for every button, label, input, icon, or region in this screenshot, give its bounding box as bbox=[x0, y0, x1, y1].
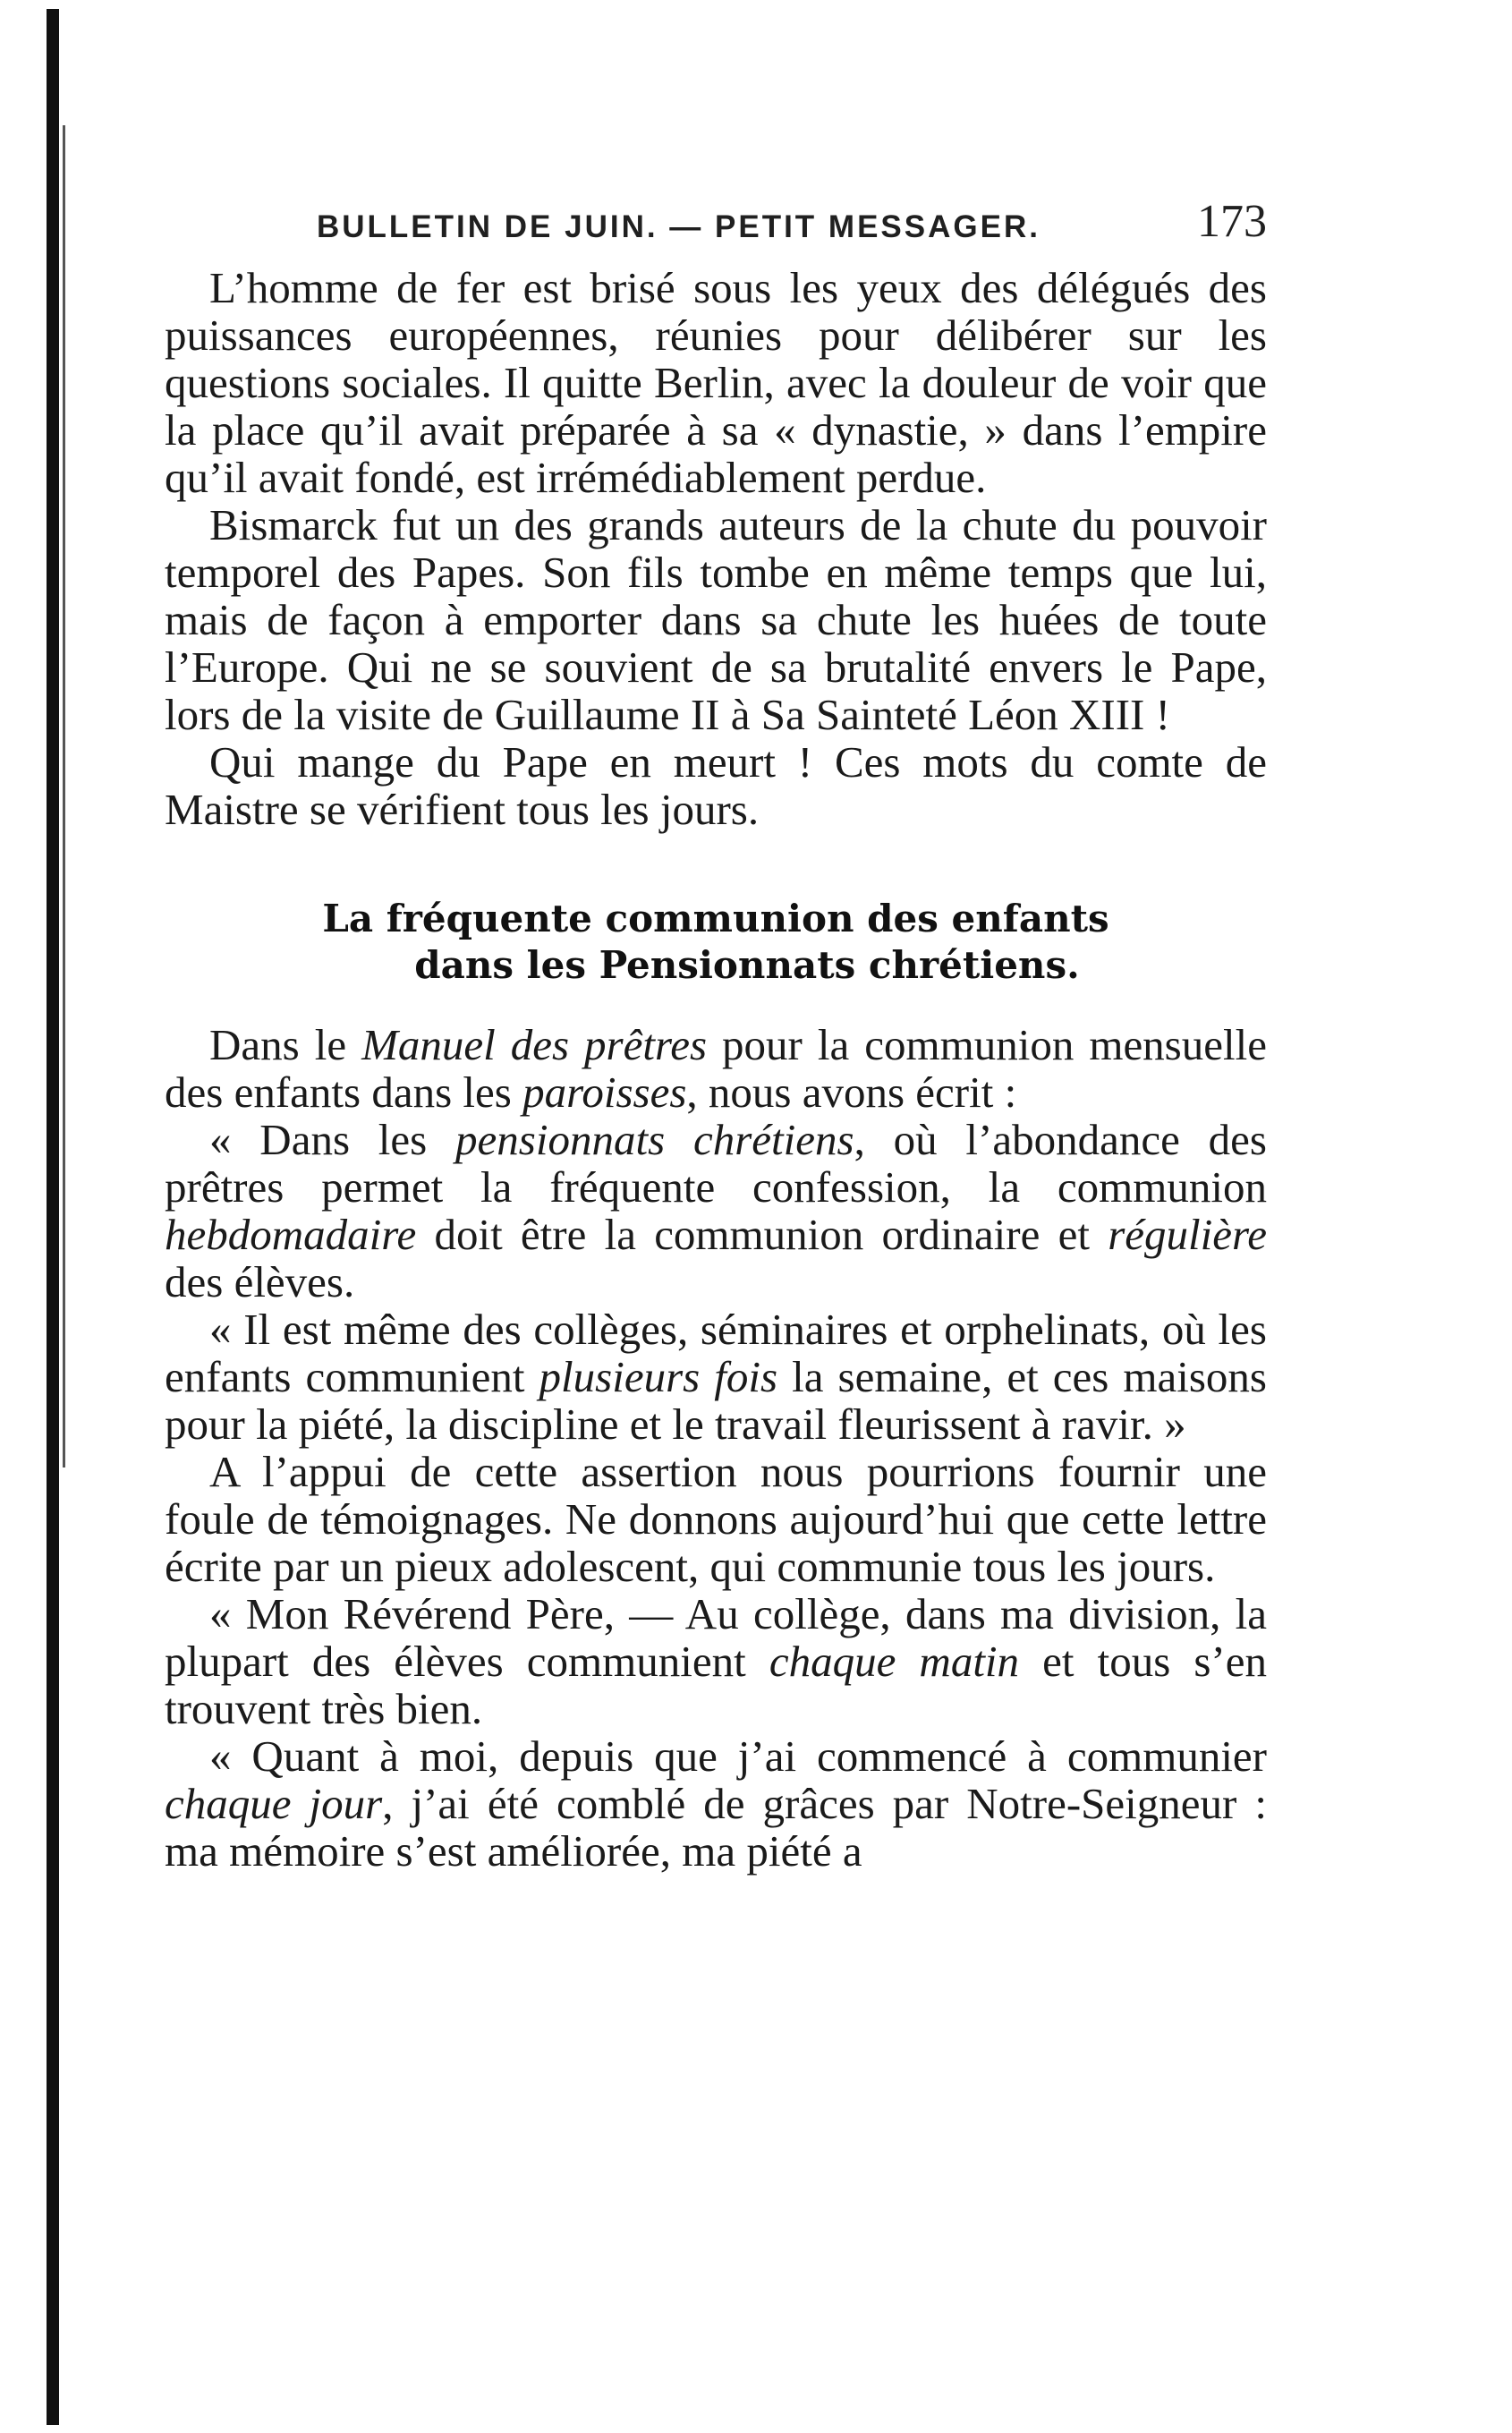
paragraph-pensionnats bbox=[165, 1116, 1267, 1306]
section-heading bbox=[165, 896, 1267, 989]
italic-run: régulière bbox=[1108, 1210, 1267, 1259]
book-binding-shadow bbox=[63, 125, 65, 1467]
text-run: des élèves. bbox=[165, 1257, 355, 1306]
running-head bbox=[165, 179, 1267, 264]
italic-run: hebdomadaire bbox=[165, 1210, 417, 1259]
text-run: , nous avons écrit : bbox=[686, 1068, 1017, 1117]
book-page bbox=[165, 179, 1267, 1875]
paragraph-bismarck-fall: Bismarck fut un des grands auteurs de la chute du pouvoir temporel des Papes. Son fils tombe en même temps que lui, mais de façon à emporter dans sa chute les huées de toute l’Europe. Qui ne se souvient de sa brutalité envers le Pape, lors de la visite de Guillaume II à Sa Sainteté Léon XIII ! bbox=[165, 500, 1267, 739]
section-heading-line-1: La fréquente communion des enfants bbox=[322, 897, 1109, 940]
paragraph-letter-continued bbox=[165, 1732, 1267, 1875]
text-run: et tous s’en trouvent très bien. bbox=[165, 1637, 1267, 1733]
text-run: , j’ai été comblé de grâces par Notre-Seigneur : ma mémoire s’est améliorée, ma piété a bbox=[165, 1779, 1267, 1876]
running-head-title: BULLETIN DE JUIN. — PETIT MESSAGER. bbox=[317, 209, 1041, 244]
paragraph-manuel bbox=[165, 1021, 1267, 1116]
text-run: Dans le bbox=[209, 1020, 362, 1069]
text-run: « Mon Révérend Père, — Au collège, dans ma division, la plupart des élèves communient bbox=[165, 1589, 1267, 1686]
italic-run: Manuel des prêtres bbox=[361, 1020, 708, 1069]
italic-run: paroisses bbox=[522, 1068, 687, 1117]
paragraph-temoignages: A l’appui de cette assertion nous pourrions fournir une foule de témoignages. Ne donnons aujourd’hui que cette lettre écrite par un pieux adolescent, qui communie tous les jours. bbox=[165, 1447, 1267, 1591]
paragraph-bismarck-intro: L’homme de fer est brisé sous les yeux des délégués des puissances européennes, réunies pour délibérer sur les questions sociales. Il quitte Berlin, avec la douleur de voir que la place qu’il avait préparée à sa « dynastie, » dans l’empire qu’il avait fondé, est irrémédiablement perdue. bbox=[165, 263, 1267, 502]
italic-run: plusieurs fois bbox=[539, 1352, 778, 1401]
page-number: 173 bbox=[1197, 196, 1267, 247]
section-heading-line-2: dans les Pensionnats chrétiens. bbox=[414, 943, 1080, 987]
paragraph-letter-start bbox=[165, 1590, 1267, 1732]
text-run: , où l’abondance des prêtres permet la fréquente confession, la communion bbox=[165, 1115, 1267, 1212]
text-run: « Quant à moi, depuis que j’ai commencé à communier bbox=[209, 1731, 1267, 1781]
text-run: la semaine, et ces maisons pour la piété, la discipline et le travail fleurissent à ravir. » bbox=[165, 1352, 1267, 1449]
book-binding-edge bbox=[47, 9, 59, 2425]
text-run: pour la communion mensuelle des enfants dans les bbox=[165, 1020, 1267, 1117]
italic-run: pensionnats chrétiens bbox=[455, 1115, 854, 1164]
text-run: doit être la communion ordinaire et bbox=[416, 1210, 1109, 1259]
text-run: « Il est même des collèges, séminaires et orphelinats, où les enfants communient bbox=[165, 1305, 1267, 1401]
paragraph-maistre-quote: Qui mange du Pape en meurt ! Ces mots du comte de Maistre se vérifient tous les jours. bbox=[165, 737, 1267, 834]
paragraph-colleges bbox=[165, 1306, 1267, 1448]
italic-run: chaque matin bbox=[769, 1637, 1020, 1686]
text-run: « Dans les bbox=[209, 1115, 456, 1164]
italic-run: chaque jour bbox=[165, 1779, 383, 1828]
